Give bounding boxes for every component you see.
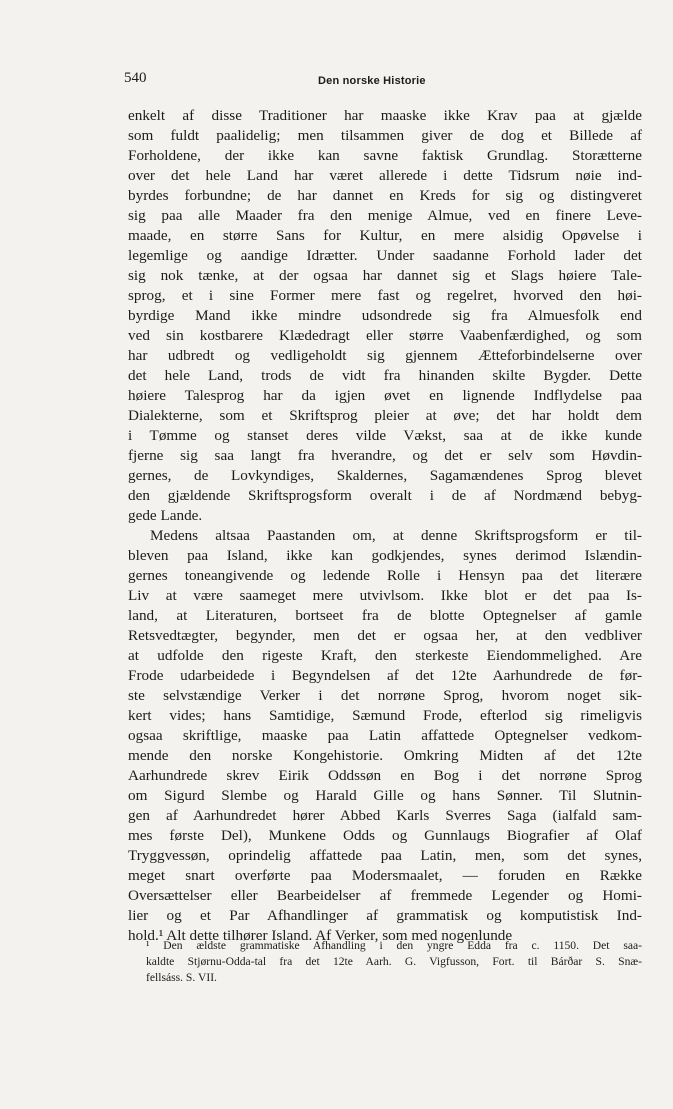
- text-line: Dialekterne, som et Skriftsprog pleier at øve; det har holdt dem: [128, 407, 642, 424]
- text-line: ste selvstændige Verker i det norrøne Sprog, hvorom noget sik-: [128, 687, 642, 704]
- text-line: Forholdene, der ikke kan savne faktisk Grundlag. Storætterne: [128, 147, 642, 164]
- footnote-line: ¹ Den ældste grammatiske Afhandling i den yngre Edda fra c. 1150. Det saa-: [146, 939, 642, 952]
- text-line: om Sigurd Slembe og Harald Gille og hans Sønner. Til Slutnin-: [128, 787, 642, 804]
- footnote: [146, 938, 642, 986]
- text-line: Liv at være saameget mere utvivlsom. Ikke blot er det paa Is-: [128, 587, 642, 604]
- text-line: legemlige og aandige Idrætter. Under saadanne Forhold lader det: [128, 247, 642, 264]
- text-line: gede Lande.: [128, 507, 203, 524]
- text-line: i Tømme og stanset deres vilde Vækst, saa at de ikke kunde: [128, 427, 642, 444]
- text-line: bleven paa Island, ikke kan godkjendes, synes derimod Islændin-: [128, 547, 642, 564]
- body-text: [128, 106, 642, 946]
- text-line: ogsaa skriftlige, maaske paa Latin affattede Optegnelser vedkom-: [128, 727, 642, 744]
- text-line: høiere Talesprog har da igjen øvet en lignende Indflydelse paa: [128, 387, 642, 404]
- text-line: gernes toneangivende og ledende Rolle i Hensyn paa det literære: [128, 567, 642, 584]
- footnote-line: fellsáss. S. VII.: [146, 971, 217, 984]
- text-line: at udfolde den rigeste Kraft, den sterkeste Eiendommelighed. Are: [128, 647, 642, 664]
- text-line: Frode udarbeidede i Begyndelsen af det 12te Aarhundrede de før-: [128, 667, 642, 684]
- text-line: Oversættelser eller Bearbeidelser af fremmede Legender og Homi-: [128, 887, 642, 904]
- text-line: byrdige Mand ikke mindre udsondrede sig fra Almuesfolk end: [128, 307, 642, 324]
- text-line: maade, en større Sans for Kultur, en mere alsidig Opøvelse i: [128, 227, 642, 244]
- text-line: Medens altsaa Paastanden om, at denne Skriftsprogsform er til-: [150, 527, 642, 544]
- text-line: sig paa alle Maader fra den menige Almue, ved en finere Leve-: [128, 207, 642, 224]
- text-line: gernes, de Lovkyndiges, Skaldernes, Sagamændenes Sprog blevet: [128, 467, 642, 484]
- text-line: det hele Land, trods de vidt fra hinanden skilte Bygder. Dette: [128, 367, 642, 384]
- text-line: som fuldt paalidelig; men tilsammen giver de dog et Billede af: [128, 127, 642, 144]
- text-line: Aarhundrede skrev Eirik Oddssøn en Bog i det norrøne Sprog: [128, 767, 642, 784]
- text-line: land, at Literaturen, bortseet fra de blotte Optegnelser af gamle: [128, 607, 642, 624]
- text-line: over det hele Land har været allerede i dette Tidsrum nøie ind-: [128, 167, 642, 184]
- text-line: kert vides; hans Samtidige, Sæmund Frode, efterlod sig rimeligvis: [128, 707, 642, 724]
- text-line: sprog, et i sine Former mere fast og regelret, hvorved den høi-: [128, 287, 642, 304]
- text-line: sig nok tænke, at der ogsaa har dannet sig et Slags høiere Tale-: [128, 267, 642, 284]
- text-line: hold.¹ Alt dette tilhører Island. Af Verker, som med nogenlunde: [128, 927, 513, 944]
- text-line: Retsvedtægter, begynder, men det er ogsaa her, at den vedbliver: [128, 627, 642, 644]
- text-line: enkelt af disse Traditioner har maaske ikke Krav paa at gjælde: [128, 107, 642, 124]
- text-line: mes første Del), Munkene Odds og Gunnlaugs Biografier af Olaf: [128, 827, 642, 844]
- text-line: lier og et Par Afhandlinger af grammatisk og komputistisk Ind-: [128, 907, 642, 924]
- text-line: meget snart overførte paa Modersmaalet, — foruden en Række: [128, 867, 642, 884]
- text-line: ved sin kostbarere Klædedragt eller større Vaabenfærdighed, og som: [128, 327, 642, 344]
- running-title: Den norske Historie: [318, 75, 426, 87]
- text-line: den gjældende Skriftsprogsform overalt i de af Nordmænd bebyg-: [128, 487, 642, 504]
- text-line: Tryggvessøn, oprindelig affattede paa Latin, men, som det synes,: [128, 847, 642, 864]
- text-line: mende den norske Kongehistorie. Omkring Midten af det 12te: [128, 747, 642, 764]
- footnote-line: kaldte Stjørnu-Odda-tal fra det 12te Aarh. G. Vigfusson, Fort. til Bárðar S. Snæ-: [146, 955, 642, 968]
- text-line: har udbredt og vedligeholdt sig gjennem Ætteforbindelserne over: [128, 347, 642, 364]
- text-line: gen af Aarhundredet hører Abbed Karls Sverres Saga (ialfald sam-: [128, 807, 642, 824]
- text-line: fjerne sig saa langt fra hverandre, og det er selv som Høvdin-: [128, 447, 642, 464]
- page-number: 540: [124, 70, 147, 86]
- text-line: byrdes forbundne; de har dannet en Kreds for sig og distingveret: [128, 187, 642, 204]
